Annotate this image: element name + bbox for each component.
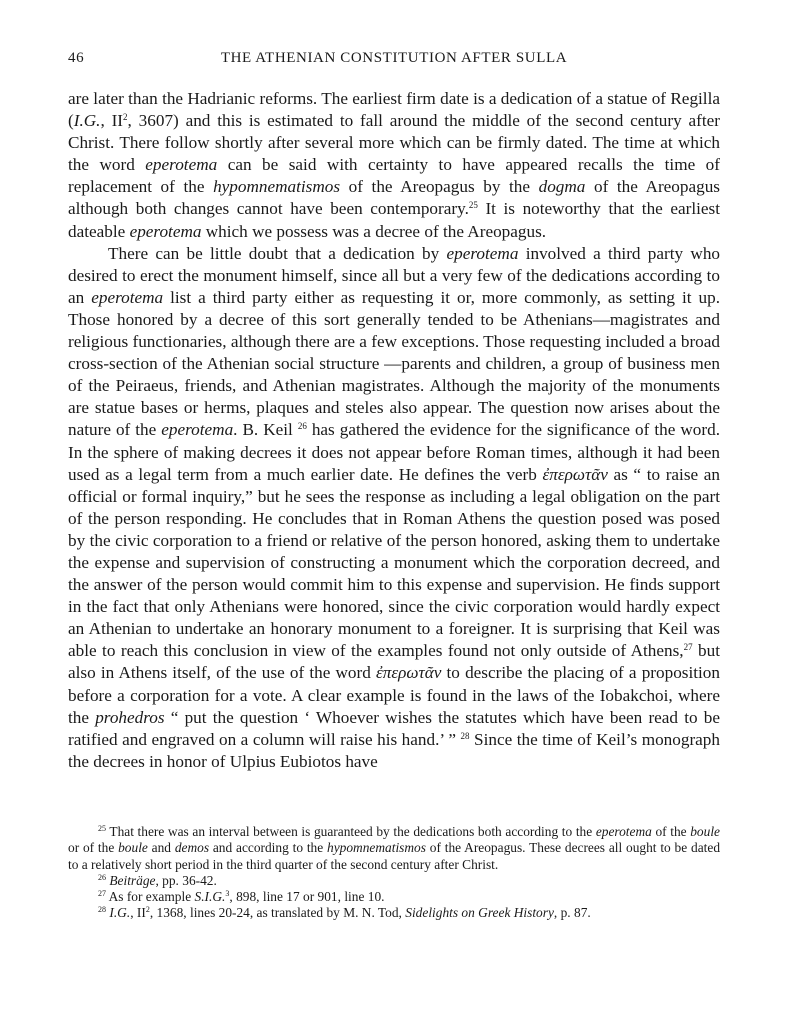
text-run: , II	[130, 905, 146, 921]
text-run: , 3607) and this is estimated to fall around the middle of the second century after Christ. There follow shortly after several more which can be firmly dated. The time at which the word	[68, 111, 720, 175]
footnote-ref-28[interactable]: 28	[460, 730, 470, 741]
term-italic: eperotema	[446, 243, 519, 263]
greek-term: ἐπερωτᾶν	[376, 663, 442, 683]
text-run: list a third party either as requesting it or, more commonly, as setting it up. Those honored by a decree of this sort generally tended to be Athenians—magistrates and religious functionaries, although there are a few exceptions. Those requesting included a broad cross-section of the Athenian social structure —parents and children, a group of business men of the Peiraeus, friends, and Athenian magistrates. Although the majority of the monuments are statue bases or herms, plaques and steles also appear. The question now arises about the nature of the	[68, 287, 720, 440]
text-run: , p. 87.	[553, 905, 591, 921]
footnote-25	[68, 824, 720, 873]
running-title: THE ATHENIAN CONSTITUTION AFTER SULLA	[220, 50, 568, 66]
text-run: That there was an interval between is guaranteed by the dedications both according to the	[106, 824, 596, 839]
text-run: which we possess was a decree of the Areopagus.	[201, 221, 547, 241]
term-italic: hypomnematismos	[213, 177, 341, 197]
citation-italic: Sidelights on Greek History	[405, 905, 554, 921]
footnotes	[68, 824, 720, 922]
superscript: 3	[225, 889, 230, 899]
text-run: . B. Keil	[233, 420, 298, 440]
text-run: It is noteworthy that the earliest dateable	[68, 199, 720, 241]
text-run: or of the	[68, 840, 119, 856]
term-italic: eperotema	[161, 420, 234, 440]
citation-italic: S.I.G.	[194, 889, 226, 905]
superscript: 2	[123, 112, 128, 123]
term-italic: hypomnematismos	[327, 840, 426, 856]
running-header	[68, 50, 720, 74]
footnote-number: 27	[98, 889, 106, 899]
text-run: , 898, line 17 or 901, line 10.	[229, 889, 385, 905]
text-run: has gathered the evidence for the significance of the word. In the sphere of making decrees it does not appear before Roman times, although it had been used as a legal term from a much earlier date. He defines the verb	[68, 420, 720, 484]
text-run: of the Areopagus although both changes cannot have been contemporary.	[68, 177, 720, 219]
term-italic: eperotema	[129, 221, 202, 241]
text-run: There can be little doubt that a dedication by	[108, 243, 447, 263]
text-run: can be said with certainty to have appeared recalls the time of replacement of the	[68, 155, 720, 197]
text-run: but also in Athens itself, of the use of the word	[68, 641, 721, 683]
text-run: and according to the	[209, 840, 328, 856]
term-italic: prohedros	[95, 707, 165, 727]
footnote-number: 28	[98, 905, 106, 915]
greek-term: ἐπερωτᾶν	[542, 464, 608, 484]
text-run: and	[147, 840, 175, 856]
citation-italic: I.G.	[109, 905, 131, 921]
text-run: to describe the placing of a proposition before a corporation for a vote. A clear example is found in the laws of the Iobakchoi, where the	[68, 663, 720, 727]
term-italic: boule	[690, 824, 720, 839]
term-italic: demos	[174, 840, 210, 856]
footnote-ref-27[interactable]: 27	[683, 642, 693, 653]
term-italic: eperotema	[91, 287, 164, 307]
superscript: 2	[145, 905, 150, 915]
footnote-28	[68, 905, 720, 921]
text-run: are later than the Hadrianic reforms. The earliest firm date is a dedication of a statue of Regilla (	[68, 89, 720, 131]
text-run: As for example	[106, 889, 195, 905]
text-run: as “ to raise an official or formal inquiry,” but he sees the response as including a legal obligation on the part of the person responding. He concludes that in Roman Athens the question posed was posed by the civic corporation to a friend or relative of the person honored, asking them to undertake the expense and supervision of constructing a monument which the corporation decreed, and the answer of the person would commit him to this expense and supervision. He finds support in the fact that only Athenians were honored, since the civic corporation would hardly expect an Athenian to undertake an honorary monument to a foreigner. It is surprising that Keil was able to reach this conclusion in view of the examples found not only outside of Athens,	[68, 464, 721, 661]
footnote-26	[68, 873, 720, 889]
footnote-number: 26	[98, 872, 106, 882]
term-italic: eperotema	[595, 824, 652, 839]
page-number: 46	[68, 50, 85, 66]
text-run: Since the time of Keil’s monograph the decrees in honor of Ulpius Eubiotos have	[68, 729, 720, 771]
footnote-number: 25	[98, 824, 106, 833]
term-italic: eperotema	[145, 155, 218, 175]
main-text	[68, 88, 720, 773]
text-run: , pp. 36-42.	[155, 872, 217, 888]
text-run: , II	[100, 111, 124, 131]
footnote-27	[68, 889, 720, 905]
citation-italic: I.G.	[73, 111, 101, 131]
paragraph-1	[68, 88, 720, 243]
term-italic: dogma	[538, 177, 586, 197]
text-run: of the Areopagus by the	[340, 177, 539, 197]
term-italic: boule	[118, 840, 148, 856]
text-run: of the	[651, 824, 691, 839]
text-run: involved a third party who desired to erect the monument himself, since all but a very few of the dedications according to an	[68, 243, 721, 307]
footnote-ref-25[interactable]: 25	[468, 200, 478, 211]
paragraph-2	[68, 243, 720, 773]
citation-italic: Beiträge	[109, 872, 156, 888]
text-run: , 1368, lines 20-24, as translated by M. N. Tod,	[149, 905, 406, 921]
footnote-ref-26[interactable]: 26	[297, 421, 307, 432]
text-run: of the Areopagus. These decrees all ought to be dated to a relatively short period in the third quarter of the second century after Christ.	[68, 840, 721, 872]
text-run: “ put the question ‘ Whoever wishes the statutes which have been read to be ratified and engraved on a column will raise his hand.’ ”	[68, 707, 720, 749]
